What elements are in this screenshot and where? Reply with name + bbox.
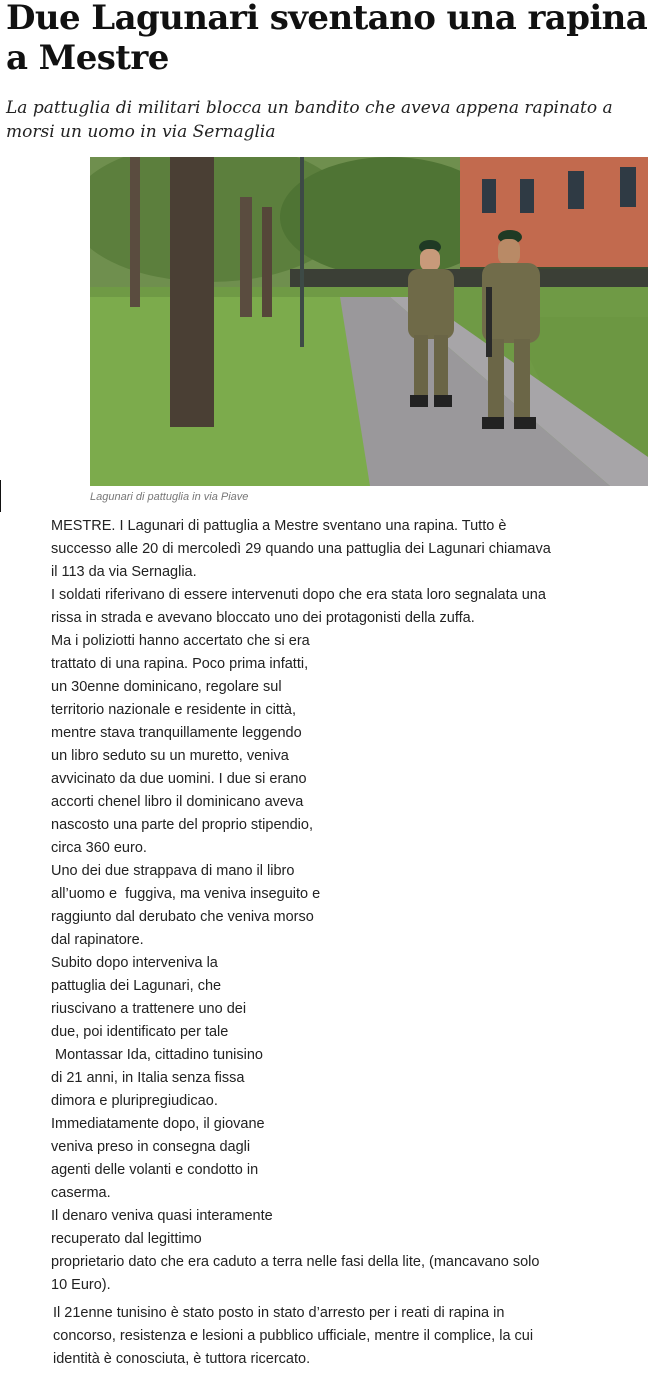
article-subtitle: La pattuglia di militari blocca un bandito che aveva appena rapinato a morsi un uomo in via Sernaglia: [6, 98, 613, 142]
body-line: Uno dei due strappava di mano il libro: [51, 863, 295, 879]
body-line: Il denaro veniva quasi interamente: [51, 1208, 273, 1224]
article-body: [51, 515, 631, 1297]
body-line: territorio nazionale e residente in città,: [51, 702, 297, 718]
body-line: il 113 da via Sernaglia.: [51, 564, 197, 580]
body-line: MESTRE. I Lagunari di pattuglia a Mestre sventano una rapina. Tutto è: [51, 518, 507, 534]
margin-rule: [0, 480, 1, 512]
body-line: un 30enne dominicano, regolare sul: [51, 679, 282, 695]
article-photo: [90, 157, 648, 486]
body-line: mentre stava tranquillamente leggendo: [51, 725, 302, 741]
body-line: nascosto una parte del proprio stipendio,: [51, 817, 313, 833]
body-line: 10 Euro).: [51, 1277, 111, 1293]
body-line: riuscivano a trattenere uno dei: [51, 1001, 247, 1017]
article-headline: Due Lagunari sventano una rapina a Mestre: [6, 0, 648, 78]
body-line: raggiunto dal derubato che veniva morso: [51, 909, 314, 925]
body-line: Subito dopo interveniva la: [51, 955, 218, 971]
body-line: recuperato dal legittimo: [51, 1231, 202, 1247]
body-line: due, poi identificato per tale: [51, 1024, 229, 1040]
body-line: proprietario dato che era caduto a terra nelle fasi della lite, (mancavano solo: [51, 1254, 540, 1270]
body-line: un libro seduto su un muretto, veniva: [51, 748, 289, 764]
photo-caption: Lagunari di pattuglia in via Piave: [90, 491, 249, 503]
body-line: rissa in strada e avevano bloccato uno dei protagonisti della zuffa.: [51, 610, 475, 626]
body-line: trattato di una rapina. Poco prima infatti,: [51, 656, 309, 672]
article-closing-paragraph: [53, 1302, 633, 1371]
body-line: Immediatamente dopo, il giovane: [51, 1116, 265, 1132]
body-line: caserma.: [51, 1185, 111, 1201]
body-line: all’uomo e fuggiva, ma veniva inseguito e: [51, 886, 321, 902]
closing-line: identità è conosciuta, è tuttora ricercato.: [53, 1351, 311, 1367]
body-line: dal rapinatore.: [51, 932, 144, 948]
body-line: avvicinato da due uomini. I due si erano: [51, 771, 307, 787]
body-line: pattuglia dei Lagunari, che: [51, 978, 222, 994]
body-line: Ma i poliziotti hanno accertato che si era: [51, 633, 310, 649]
body-line: dimora e pluripregiudicao.: [51, 1093, 218, 1109]
body-line: di 21 anni, in Italia senza fissa: [51, 1070, 245, 1086]
body-line: veniva preso in consegna dagli: [51, 1139, 251, 1155]
body-line: successo alle 20 di mercoledì 29 quando una pattuglia dei Lagunari chiamava: [51, 541, 551, 557]
body-line: accorti chenel libro il dominicano aveva: [51, 794, 304, 810]
body-line: Montassar Ida, cittadino tunisino: [51, 1047, 263, 1063]
closing-line: concorso, resistenza e lesioni a pubblico ufficiale, mentre il complice, la cui: [53, 1328, 534, 1344]
body-line: agenti delle volanti e condotto in: [51, 1162, 259, 1178]
closing-line: Il 21enne tunisino è stato posto in stato d’arresto per i reati di rapina in: [53, 1305, 505, 1321]
body-line: circa 360 euro.: [51, 840, 147, 856]
body-line: I soldati riferivano di essere intervenuti dopo che era stata loro segnalata una: [51, 587, 546, 603]
